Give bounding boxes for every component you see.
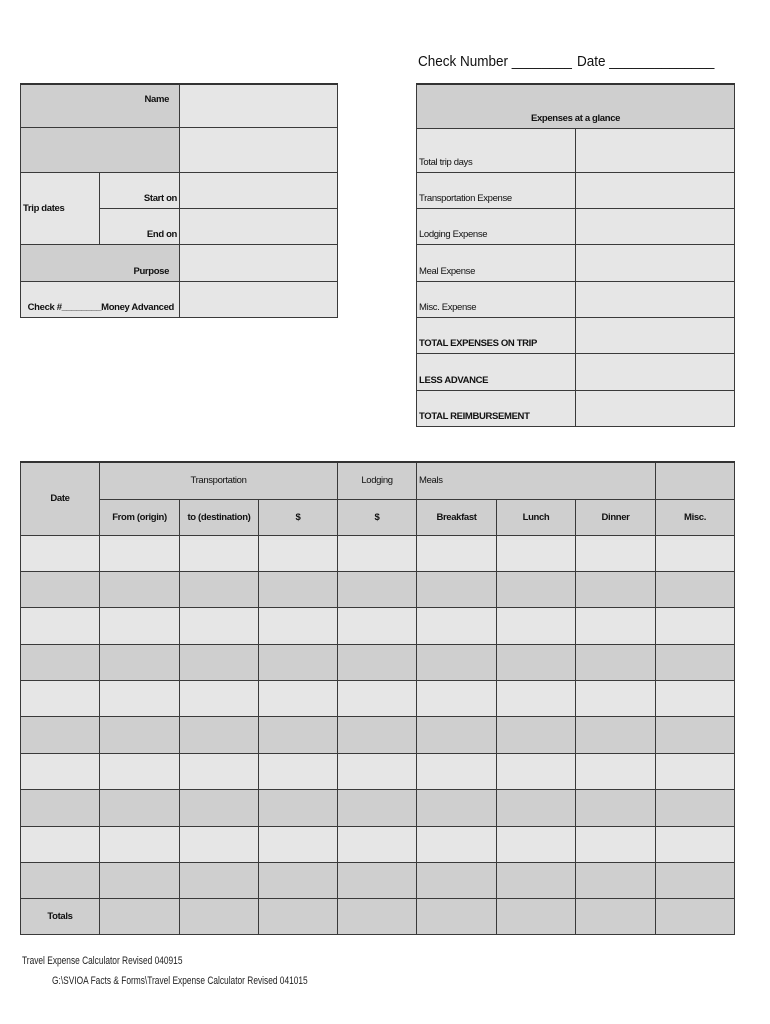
log-transport-amount-cell[interactable] — [259, 790, 338, 826]
log-date-cell[interactable] — [21, 717, 100, 753]
log-to-cell[interactable] — [180, 753, 259, 789]
log-lodging-amount-cell[interactable] — [338, 826, 417, 862]
log-to-cell[interactable] — [180, 571, 259, 607]
log-misc-cell[interactable] — [656, 644, 735, 680]
totals-misc-cell[interactable] — [656, 899, 735, 935]
log-lodging-amount-cell[interactable] — [338, 863, 417, 899]
purpose-field[interactable] — [180, 244, 338, 281]
summary-label: Misc. Expense — [419, 301, 477, 313]
column-header-breakfast — [417, 499, 497, 535]
summary-label-total-reimbursement — [417, 390, 576, 426]
total-trip-days-value[interactable] — [576, 128, 735, 172]
log-to-cell[interactable] — [180, 717, 259, 753]
log-misc-cell[interactable] — [656, 571, 735, 607]
log-row — [21, 571, 735, 607]
purpose-label-cell — [21, 244, 180, 281]
total-expenses-value[interactable] — [576, 317, 735, 353]
summary-title: Expenses at a glance — [530, 112, 621, 124]
log-misc-cell[interactable] — [656, 826, 735, 862]
meal-expense-value[interactable] — [576, 244, 735, 281]
summary-label-misc — [417, 281, 576, 317]
log-transport-amount-cell[interactable] — [259, 644, 338, 680]
log-dinner-cell[interactable] — [576, 717, 656, 753]
totals-label: Totals — [47, 911, 73, 923]
log-transport-amount-cell[interactable] — [259, 535, 338, 571]
totals-lunch-cell[interactable] — [497, 899, 576, 935]
log-lodging-amount-cell[interactable] — [338, 535, 417, 571]
column-header-label: Lunch — [522, 511, 550, 523]
column-header-to — [180, 499, 259, 535]
log-breakfast-cell[interactable] — [417, 717, 497, 753]
date-header-cell — [21, 462, 100, 535]
name-label: Name — [144, 94, 170, 105]
log-date-cell[interactable] — [21, 535, 100, 571]
totals-row — [21, 899, 735, 935]
blank-label-cell — [21, 127, 180, 172]
log-from-cell[interactable] — [100, 571, 180, 607]
log-row — [21, 644, 735, 680]
column-header-label: Breakfast — [436, 511, 477, 523]
log-lodging-amount-cell[interactable] — [338, 608, 417, 644]
log-from-cell[interactable] — [100, 681, 180, 717]
footer-file-path: G:\SVIOA Facts & Forms\Travel Expense Calculator Revised 041015 — [52, 975, 308, 987]
log-misc-cell[interactable] — [656, 753, 735, 789]
summary-title-cell — [417, 84, 735, 128]
column-header-from — [100, 499, 180, 535]
totals-lodging-amount-cell[interactable] — [338, 899, 417, 935]
start-on-field[interactable] — [180, 172, 338, 208]
log-row — [21, 826, 735, 862]
log-misc-cell[interactable] — [656, 681, 735, 717]
log-to-cell[interactable] — [180, 863, 259, 899]
log-row — [21, 863, 735, 899]
log-transport-amount-cell[interactable] — [259, 863, 338, 899]
traveler-info-table — [20, 83, 338, 318]
trip-dates-label: Trip dates — [23, 202, 65, 214]
log-lodging-amount-cell[interactable] — [338, 753, 417, 789]
name-field[interactable] — [180, 84, 338, 127]
totals-from-cell[interactable] — [100, 899, 180, 935]
footer-revision-text: Travel Expense Calculator Revised 040915 — [22, 955, 183, 967]
log-breakfast-cell[interactable] — [417, 535, 497, 571]
log-from-cell[interactable] — [100, 644, 180, 680]
log-breakfast-cell[interactable] — [417, 571, 497, 607]
log-dinner-cell[interactable] — [576, 790, 656, 826]
misc-expense-value[interactable] — [576, 281, 735, 317]
lodging-header-cell — [338, 462, 417, 499]
column-header-misc — [656, 499, 735, 535]
log-lodging-amount-cell[interactable] — [338, 717, 417, 753]
transportation-header: Transportation — [190, 475, 247, 487]
start-on-label-cell — [100, 172, 180, 208]
log-lunch-cell[interactable] — [497, 571, 576, 607]
summary-label: Total trip days — [419, 156, 473, 168]
expenses-summary-table — [416, 83, 735, 427]
log-row — [21, 753, 735, 789]
log-date-cell[interactable] — [21, 790, 100, 826]
log-transport-amount-cell[interactable] — [259, 753, 338, 789]
name-label-cell — [21, 84, 180, 127]
summary-label: Meal Expense — [419, 265, 476, 277]
log-breakfast-cell[interactable] — [417, 608, 497, 644]
column-header-dinner — [576, 499, 656, 535]
log-transport-amount-cell[interactable] — [259, 717, 338, 753]
date-header: Date — [50, 493, 70, 505]
log-misc-cell[interactable] — [656, 608, 735, 644]
log-lodging-amount-cell[interactable] — [338, 681, 417, 717]
summary-label: TOTAL REIMBURSEMENT — [419, 410, 530, 422]
log-from-cell[interactable] — [100, 826, 180, 862]
summary-label-lodging — [417, 208, 576, 244]
summary-label: Lodging Expense — [419, 228, 488, 240]
log-lodging-amount-cell[interactable] — [338, 790, 417, 826]
end-on-label-cell — [100, 208, 180, 244]
summary-label-transportation — [417, 172, 576, 208]
log-transport-amount-cell[interactable] — [259, 571, 338, 607]
expense-log-table — [20, 461, 735, 935]
column-header-label: From (origin) — [112, 511, 167, 523]
log-to-cell[interactable] — [180, 826, 259, 862]
money-advanced-field[interactable] — [180, 281, 338, 317]
log-transport-amount-cell[interactable] — [259, 681, 338, 717]
summary-label: LESS ADVANCE — [419, 374, 489, 386]
summary-label: TOTAL EXPENSES ON TRIP — [419, 337, 537, 349]
log-misc-cell[interactable] — [656, 535, 735, 571]
log-lodging-amount-cell[interactable] — [338, 571, 417, 607]
log-from-cell[interactable] — [100, 790, 180, 826]
log-to-cell[interactable] — [180, 608, 259, 644]
log-from-cell[interactable] — [100, 535, 180, 571]
log-row — [21, 681, 735, 717]
log-breakfast-cell[interactable] — [417, 790, 497, 826]
totals-dinner-cell[interactable] — [576, 899, 656, 935]
blank-field[interactable] — [180, 127, 338, 172]
money-advanced-label-cell — [21, 281, 180, 317]
log-dinner-cell[interactable] — [576, 863, 656, 899]
money-advanced-label: Check #________Money Advanced — [27, 301, 175, 313]
log-to-cell[interactable] — [180, 790, 259, 826]
summary-label: Transportation Expense — [419, 192, 512, 204]
log-from-cell[interactable] — [100, 717, 180, 753]
log-row — [21, 717, 735, 753]
log-from-cell[interactable] — [100, 608, 180, 644]
column-header-lodging-amount — [338, 499, 417, 535]
log-lunch-cell[interactable] — [497, 535, 576, 571]
less-advance-value[interactable] — [576, 353, 735, 390]
log-date-cell[interactable] — [21, 608, 100, 644]
lodging-header: Lodging — [361, 475, 393, 487]
log-dinner-cell[interactable] — [576, 644, 656, 680]
column-header-label: to (destination) — [187, 511, 251, 523]
end-on-label: End on — [146, 228, 178, 240]
log-lunch-cell[interactable] — [497, 790, 576, 826]
totals-breakfast-cell[interactable] — [417, 899, 497, 935]
total-reimbursement-value[interactable] — [576, 390, 735, 426]
totals-to-cell[interactable] — [180, 899, 259, 935]
log-lunch-cell[interactable] — [497, 608, 576, 644]
transportation-header-cell — [100, 462, 338, 499]
summary-label-less-advance — [417, 353, 576, 390]
log-date-cell[interactable] — [21, 571, 100, 607]
log-lunch-cell[interactable] — [497, 681, 576, 717]
log-row — [21, 790, 735, 826]
log-transport-amount-cell[interactable] — [259, 608, 338, 644]
date-label: Date ______________ — [577, 53, 715, 70]
log-to-cell[interactable] — [180, 644, 259, 680]
log-date-cell[interactable] — [21, 681, 100, 717]
log-breakfast-cell[interactable] — [417, 644, 497, 680]
log-dinner-cell[interactable] — [576, 753, 656, 789]
log-breakfast-cell[interactable] — [417, 863, 497, 899]
trip-dates-label-cell — [21, 172, 100, 244]
purpose-label: Purpose — [133, 265, 170, 277]
log-lunch-cell[interactable] — [497, 826, 576, 862]
column-header-label: $ — [374, 511, 380, 523]
log-row — [21, 608, 735, 644]
log-lunch-cell[interactable] — [497, 753, 576, 789]
log-misc-cell[interactable] — [656, 863, 735, 899]
log-lunch-cell[interactable] — [497, 863, 576, 899]
log-breakfast-cell[interactable] — [417, 826, 497, 862]
column-header-label: Dinner — [601, 511, 630, 523]
log-date-cell[interactable] — [21, 863, 100, 899]
header-blank-cell — [656, 462, 735, 499]
log-lodging-amount-cell[interactable] — [338, 644, 417, 680]
log-to-cell[interactable] — [180, 535, 259, 571]
column-header-lunch — [497, 499, 576, 535]
log-dinner-cell[interactable] — [576, 826, 656, 862]
log-date-cell[interactable] — [21, 753, 100, 789]
lodging-expense-value[interactable] — [576, 208, 735, 244]
column-header-label: $ — [295, 511, 301, 523]
log-dinner-cell[interactable] — [576, 608, 656, 644]
meals-header: Meals — [419, 475, 443, 487]
totals-label-cell — [21, 899, 100, 935]
check-number-label: Check Number ________ — [418, 53, 572, 70]
column-header-label: Misc. — [684, 511, 707, 523]
summary-label-meal — [417, 244, 576, 281]
end-on-field[interactable] — [180, 208, 338, 244]
summary-label-total-expenses — [417, 317, 576, 353]
log-lunch-cell[interactable] — [497, 644, 576, 680]
log-transport-amount-cell[interactable] — [259, 826, 338, 862]
log-breakfast-cell[interactable] — [417, 681, 497, 717]
log-misc-cell[interactable] — [656, 790, 735, 826]
totals-transport-amount-cell[interactable] — [259, 899, 338, 935]
log-date-cell[interactable] — [21, 826, 100, 862]
log-dinner-cell[interactable] — [576, 571, 656, 607]
log-misc-cell[interactable] — [656, 717, 735, 753]
log-dinner-cell[interactable] — [576, 681, 656, 717]
log-breakfast-cell[interactable] — [417, 753, 497, 789]
log-to-cell[interactable] — [180, 681, 259, 717]
start-on-label: Start on — [143, 192, 178, 204]
log-row — [21, 535, 735, 571]
column-header-transport-amount — [259, 499, 338, 535]
log-dinner-cell[interactable] — [576, 535, 656, 571]
transportation-expense-value[interactable] — [576, 172, 735, 208]
log-from-cell[interactable] — [100, 863, 180, 899]
summary-label-total-trip-days — [417, 128, 576, 172]
log-lunch-cell[interactable] — [497, 717, 576, 753]
meals-header-cell — [417, 462, 656, 499]
log-from-cell[interactable] — [100, 753, 180, 789]
log-date-cell[interactable] — [21, 644, 100, 680]
